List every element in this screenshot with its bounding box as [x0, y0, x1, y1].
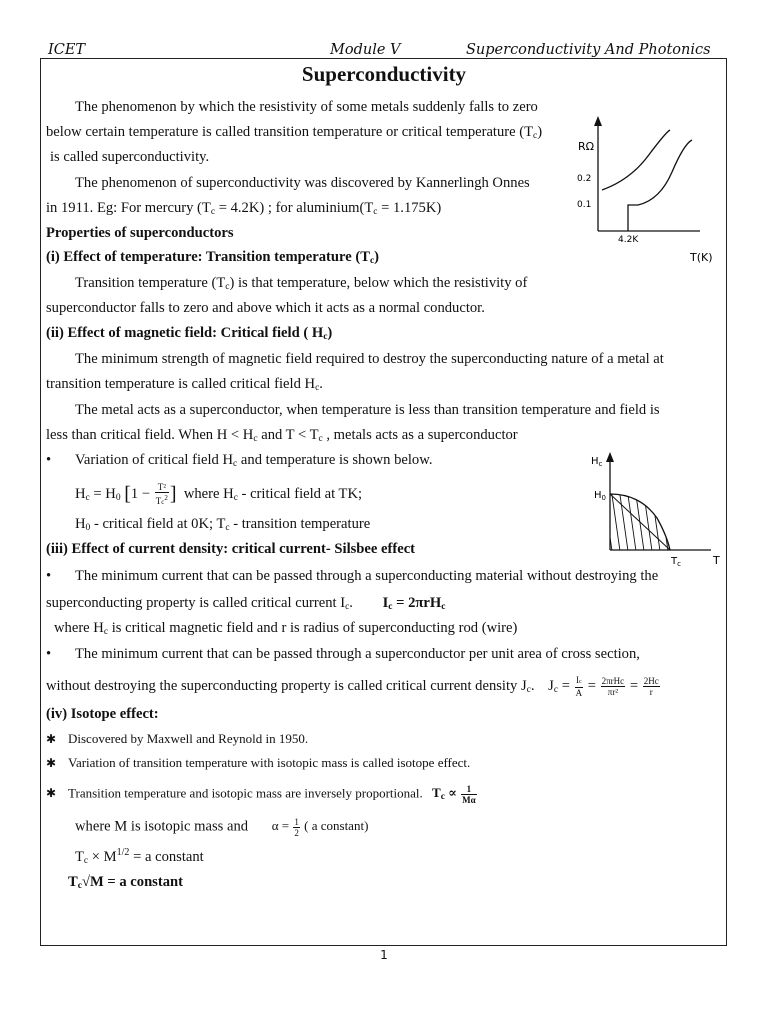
header-right: Superconductivity And Photonics [466, 42, 711, 58]
intro-line: The phenomenon of superconductivity was discovered by Kannerlingh Onnes [75, 175, 530, 191]
r-axis-arrow [594, 116, 602, 126]
header-left: ICET [48, 42, 86, 58]
bullet-item: • The minimum current that can be passed through a superconductor per unit area of cross section, [46, 646, 640, 662]
critical-field-formula: $H_c = H_0$ [1 − $\frac{\text{T²}}{Tc^2}$ ] where $H_c$ - critical field at TK; [75, 482, 363, 506]
formula-fraction: 2πrHc πr² [601, 676, 625, 697]
resistance-graph [560, 110, 730, 270]
section-heading: (ii) Effect of magnetic field: Critical field ( $H_c$) [46, 325, 333, 342]
bullet-item: • Variation of critical field $H_c$ and temperature is shown below. [46, 452, 433, 469]
tc-label: $T_c$ [671, 556, 681, 568]
paragraph-line: superconductor falls to zero and above which it acts as a normal conductor. [46, 300, 485, 316]
paragraph-line: transition temperature is called critical field $H_c$. [46, 376, 323, 393]
bullet-item: ✱ Transition temperature and isotopic mass are inversely proportional. $T_c$ ∝ $\frac{1}{M\alpha}$ [46, 784, 476, 805]
intro-line: in 1911. Eg: For mercury $(T_c = 4.2K)$ ; for $aluminium(T_c = 1.175K)$ [46, 200, 442, 217]
page-number: 1 [380, 948, 388, 962]
paragraph-line: Transition temperature $(T_c)$ is that temperature, below which the resistivity of [75, 275, 528, 292]
formula-fraction: $\frac{2Hc}{r}$ [643, 676, 659, 697]
h-axis-label: $H_c$ [591, 456, 603, 468]
section-heading: (iii) Effect of current density: critical current- Silsbee effect [46, 541, 416, 557]
superconducting-region-hatch [595, 488, 677, 558]
curve-superconductor [628, 140, 692, 231]
critical-current-density-line: without destroying the superconducting property is called critical current density $J_c$. $J_c$ = $\frac{Ic}{A}$ = 2πrHc πr² = $\frac{2Hc}{r}$ [46, 675, 659, 698]
paragraph-line: superconducting property is called critical current $I_c$. $I_c = 2\pi rH_c$ [46, 595, 446, 612]
intro-line: The phenomenon by which the resistivity of some metals suddenly falls to zero [75, 99, 538, 115]
paragraph-line: where $H_c$ is critical magnetic field and r is radius of superconducting rod (wire) [54, 620, 518, 637]
h-axis-arrow [606, 452, 614, 462]
paragraph-line: where M is isotopic mass and α = $\frac{1}{2}$ ( a constant) [75, 817, 369, 838]
r-axis-label: RΩ [578, 140, 595, 153]
tick-label: 0.1 [577, 200, 592, 210]
intro-line: is called superconductivity. [50, 149, 210, 165]
equation-line: $T_c \times M^{1/2} = a$ constant [75, 847, 204, 866]
tick-label: 0.2 [577, 174, 592, 184]
tick-label: 4.2K [618, 235, 639, 245]
section-heading: (i) Effect of temperature: Transition temperature $(T_c)$ [46, 249, 380, 266]
formula-fraction: $\frac{\text{T²}}{Tc^2}$ [155, 482, 168, 506]
t-axis-label: T(K) [690, 251, 713, 264]
paragraph-line: The minimum strength of magnetic field required to destroy the superconducting nature of a metal at [75, 351, 664, 367]
header-center: Module V [330, 42, 401, 58]
h0-label: $H_0$ [594, 490, 606, 502]
bullet-item: ✱ Variation of transition temperature with isotopic mass is called isotope effect. [46, 755, 471, 770]
formula-fraction: $\frac{1}{M\alpha}$ [462, 784, 476, 805]
critical-field-graph [585, 448, 725, 573]
bullet-item: • The minimum current that can be passed through a superconducting material without destroying the [46, 568, 659, 584]
properties-heading: Properties of superconductors [46, 225, 234, 241]
paragraph-line: less than critical field. When $H < H_c$ and $T < T_c$ , metals acts as a superconductor [46, 427, 518, 444]
page-title: Superconductivity [301, 62, 467, 86]
formula-fraction: $\frac{1}{2}$ [294, 817, 299, 838]
curve-normal-metal [602, 130, 670, 190]
equation-line: $T_c√M = a$ constant [68, 874, 183, 891]
bullet-item: ✱ Discovered by Maxwell and Reynold in 1950. [46, 731, 309, 746]
intro-line: below certain temperature is called transition temperature or critical temperature $(T_c)$ [46, 124, 543, 141]
section-heading: (iv) Isotope effect: [46, 706, 159, 722]
formula-fraction: $\frac{Ic}{A}$ [575, 675, 583, 698]
paragraph-line: The metal acts as a superconductor, when temperature is less than transition temperature and field is [75, 402, 660, 418]
paragraph-line: $H_0$ - critical field at 0K; $T_c$ - transition temperature [75, 516, 371, 533]
t-axis-label: T [713, 554, 720, 567]
